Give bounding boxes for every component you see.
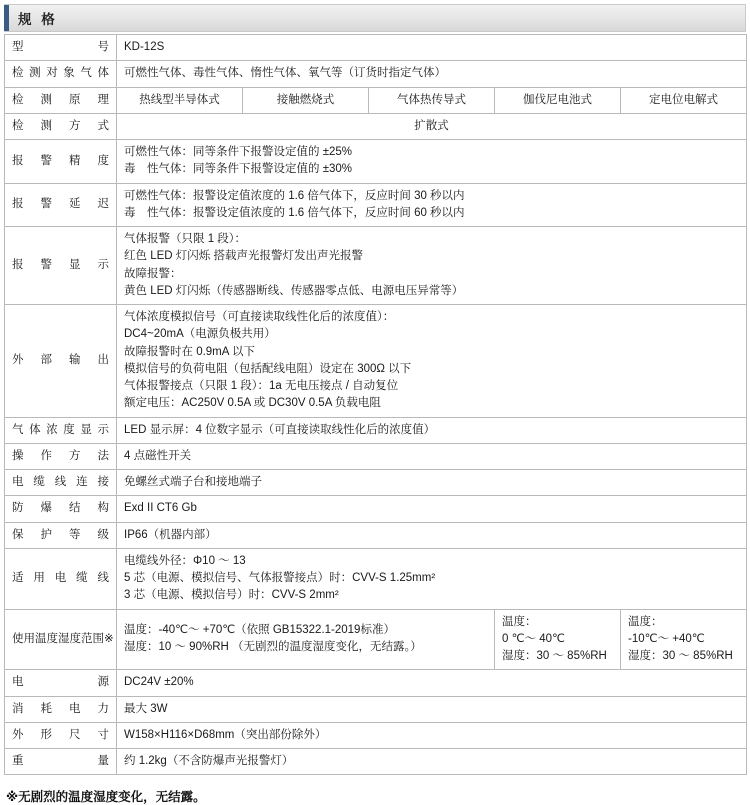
alarm-display-line-4: 黄色 LED 灯闪烁（传感器断线、传感器零点低、电源电压异常等）	[124, 284, 464, 297]
row-label-cable-connect: 电缆线连接	[5, 470, 117, 496]
spec-header	[4, 4, 746, 32]
row-value-weight: 约 1.2kg（不含防爆声光报警灯）	[117, 749, 747, 775]
row-label-alarm-display: 报警显示	[5, 227, 117, 305]
row-value-dimensions: W158×H116×D68mm（突出部份除外）	[117, 722, 747, 748]
temp-humidity-col3-line-3: 湿度：30 ～ 85%RH	[628, 650, 733, 662]
row-label-applicable-cable: 适用电缆线	[5, 548, 117, 609]
row-value-explosion-proof: Exd II CT6 Gb	[117, 496, 747, 522]
row-value-temp-humidity-col2	[495, 609, 621, 670]
specifications-table	[4, 34, 747, 775]
temp-humidity-main-line-1: 温度：-40℃～ +70℃（依照 GB15322.1-2019标准）	[124, 624, 395, 637]
external-output-line-2: DC4~20mA（电源负极共用）	[124, 328, 276, 341]
spec-page	[0, 4, 750, 805]
temp-humidity-col2-line-1: 温度：	[502, 615, 537, 628]
table-row	[5, 548, 747, 609]
row-label-concentration-display: 气体浓度显示	[5, 417, 117, 443]
table-row	[5, 443, 747, 469]
row-value-detect-method: 扩散式	[117, 113, 747, 139]
external-output-line-5: 气体报警接点（只限 1 段）：1a 无电压接点 / 自动复位	[124, 380, 399, 392]
temp-humidity-col2-line-3: 湿度：30 ～ 85%RH	[502, 650, 607, 662]
row-value-alarm-display	[117, 227, 747, 305]
row-value-temp-humidity-col3	[621, 609, 747, 670]
row-label-power: 电 源	[5, 670, 117, 696]
row-value-principle-3: 气体热传导式	[369, 87, 495, 113]
alarm-delay-line-2: 毒 性气体：报警设定值浓度的 1.6 倍气体下，反应时间 60 秒以内	[124, 206, 465, 219]
row-value-protection: IP66（机器内部）	[117, 522, 747, 548]
row-label-alarm-delay: 报警延迟	[5, 183, 117, 227]
applicable-cable-line-2: 5 芯（电源、模拟信号、气体报警接点）时：CVV-S 1.25mm²	[124, 572, 436, 584]
row-value-power: DC24V ±20%	[117, 670, 747, 696]
table-row	[5, 227, 747, 305]
table-row	[5, 417, 747, 443]
row-label-target-gas: 检测对象气体	[5, 61, 117, 87]
table-row	[5, 113, 747, 139]
external-output-line-3: 故障报警时在 0.9mA 以下	[124, 345, 255, 358]
row-value-temp-humidity-main	[117, 609, 495, 670]
row-label-explosion-proof: 防爆结构	[5, 496, 117, 522]
row-value-principle-5: 定电位电解式	[621, 87, 747, 113]
applicable-cable-line-1: 电缆线外径：Φ10 ～ 13	[124, 554, 246, 567]
row-label-dimensions: 外形尺寸	[5, 722, 117, 748]
external-output-line-1: 气体浓度模拟信号（可直接读取线性化后的浓度值）：	[124, 311, 395, 323]
table-row	[5, 670, 747, 696]
applicable-cable-line-3: 3 芯（电源、模拟信号）时：CVV-S 2mm²	[124, 589, 339, 602]
row-label-temp-humidity: 使用温度湿度范围※	[5, 609, 117, 670]
row-label-external-output: 外部输出	[5, 305, 117, 418]
table-row	[5, 35, 747, 61]
row-value-model: KD-12S	[117, 35, 747, 61]
external-output-line-6: 额定电压：AC250V 0.5A 或 DC30V 0.5A 负载电阻	[124, 397, 381, 410]
temp-humidity-col3-line-2: -10℃～ +40℃	[628, 632, 705, 645]
row-value-concentration-display: LED 显示屏：4 位数字显示（可直接读取线性化后的浓度值）	[117, 417, 747, 443]
temp-humidity-col2-line-2: 0 ℃～ 40℃	[502, 632, 565, 645]
alarm-accuracy-line-2: 毒 性气体：同等条件下报警设定值的 ±30%	[124, 163, 353, 176]
row-value-principle-4: 伽伐尼电池式	[495, 87, 621, 113]
row-value-alarm-accuracy	[117, 140, 747, 184]
alarm-display-line-1: 气体报警（只限 1 段）：	[124, 233, 247, 245]
row-label-operation: 操作方法	[5, 443, 117, 469]
row-value-applicable-cable	[117, 548, 747, 609]
row-label-detect-method: 检测方式	[5, 113, 117, 139]
page-title: 规 格	[18, 12, 58, 27]
alarm-accuracy-line-1: 可燃性气体：同等条件下报警设定值的 ±25%	[124, 146, 353, 158]
row-value-principle-2: 接触燃烧式	[243, 87, 369, 113]
footnote: ※无剧烈的温度湿度变化，无结露。	[6, 790, 206, 805]
table-row	[5, 496, 747, 522]
row-value-alarm-delay	[117, 183, 747, 227]
row-value-cable-connect: 免螺丝式端子台和接地端子	[117, 470, 747, 496]
table-row	[5, 522, 747, 548]
table-row	[5, 140, 747, 184]
row-label-consumption: 消耗电力	[5, 696, 117, 722]
row-value-target-gas: 可燃性气体、毒性气体、惰性气体、氧气等（订货时指定气体）	[117, 61, 747, 87]
temp-humidity-main-line-2: 湿度：10 ～ 90%RH （无剧烈的温度湿度变化，无结露。）	[124, 641, 422, 654]
header-accent-bar	[4, 5, 9, 31]
alarm-display-line-2: 红色 LED 灯闪烁 搭载声光报警灯发出声光报警	[124, 250, 363, 263]
table-row	[5, 470, 747, 496]
table-row	[5, 696, 747, 722]
row-value-principle-1: 热线型半导体式	[117, 87, 243, 113]
table-row	[5, 305, 747, 418]
row-label-model: 型 号	[5, 35, 117, 61]
temp-humidity-col3-line-1: 温度：	[628, 615, 663, 628]
row-value-external-output	[117, 305, 747, 418]
table-row	[5, 749, 747, 775]
table-row	[5, 722, 747, 748]
table-row	[5, 87, 747, 113]
row-label-protection: 保护等级	[5, 522, 117, 548]
row-label-alarm-accuracy: 报警精度	[5, 140, 117, 184]
table-row	[5, 61, 747, 87]
row-value-operation: 4 点磁性开关	[117, 443, 747, 469]
alarm-display-line-3: 故障报警：	[124, 267, 182, 280]
row-label-principle: 检测原理	[5, 87, 117, 113]
alarm-delay-line-1: 可燃性气体：报警设定值浓度的 1.6 倍气体下，反应时间 30 秒以内	[124, 189, 465, 202]
row-value-consumption: 最大 3W	[117, 696, 747, 722]
table-row	[5, 609, 747, 670]
external-output-line-4: 模拟信号的负荷电阻（包括配线电阻）设定在 300Ω 以下	[124, 362, 412, 375]
row-label-weight: 重 量	[5, 749, 117, 775]
table-row	[5, 183, 747, 227]
